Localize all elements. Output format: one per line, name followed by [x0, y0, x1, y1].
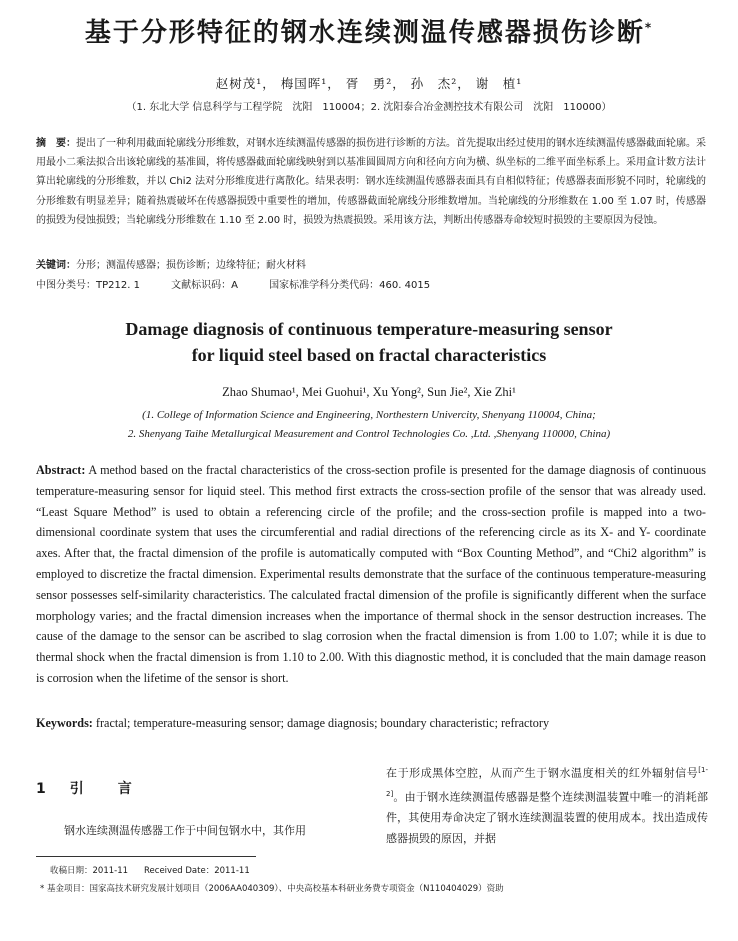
received-date-cn: 收稿日期：2011-11	[50, 866, 129, 876]
english-affiliation-line-2: 2. Shenyang Taihe Metallurgical Measurement and Control Technologies Co. ,Ltd. ,Shenyang 110000, China)	[127, 428, 611, 440]
section-heading	[36, 778, 166, 798]
chinese-keywords	[36, 256, 706, 271]
english-affiliation-line-1: (1. College of Information Science and Engineering, Northestern Univercity, Shenyang 110004, China;	[142, 409, 596, 421]
introduction-left-column: 钢水连续测温传感器工作于中间包钢水中，其作用	[64, 824, 306, 837]
intro-text-part-2: 。由于钢水连续测温传感器是整个连续测温装置中唯一的消耗部件，其使用寿命决定了钢水连续测温装置的使用成本。找出造成传感器损毁的原因，并据	[386, 790, 708, 846]
chinese-abstract-label: 摘 要：	[36, 138, 76, 149]
section-number: 1	[36, 781, 46, 797]
chinese-title-text: 基于分形特征的钢水连续测温传感器损伤诊断	[84, 18, 645, 48]
english-title	[0, 316, 738, 368]
english-keywords-text: fractal; temperature-measuring sensor; damage diagnosis; boundary characteristic; refractory	[92, 716, 550, 730]
english-title-line-1: Damage diagnosis of continuous temperature-measuring sensor	[125, 319, 613, 339]
english-abstract-text: A method based on the fractal characteristics of the cross-section profile is presented for the damage diagnosis of continuous temperature-measuring sensor for liquid steel. This method first extracts the cross-section profile of the sensor that was already used. “Least Square Method” is used to obtain a referencing circle of the profile; and the cross-section profile is mapped into a two-dimensional coordinate system that uses the circumferential and radial directions of the referencing circle as its X- and Y- coordinate axes. After that, the fractal dimension of the profile is automatically computed with “Box Counting Method”, and “Chi2 algorithm” is employed to discretize the fractal dimension. Experimental results demonstrate that the surface of the continuous temperature-measuring sensor possesses self-similarity characteristics. The calculated fractal dimension of the profile is significantly different when the surface morphology varies; and the fractal dimension increases when the importance of thermal shock in the sensor destruction increases. The cause of the damage to the sensor can be ascribed to slag corrosion when the fractal dimension is from 1.00 to 1.07; while it is due to thermal shock when the fractal dimension is from 1.10 to 2.00. With this diagnostic method, it is concluded that the main damage reason is corrosion when the lifetime of the sensor is short.	[36, 463, 706, 685]
english-authors: Zhao Shumao¹, Mei Guohui¹, Xu Yong², Sun Jie², Xie Zhi¹	[222, 385, 516, 399]
title-footnote-mark: *	[644, 20, 654, 35]
chinese-authors: 赵树茂¹， 梅国晖¹， 胥 勇²， 孙 杰²， 谢 植¹	[215, 76, 523, 91]
fund-footnote: * 基金项目：国家高技术研究发展计划项目（2006AA040309）、中央高校基本科研业务费专项资金（N110404029）资助	[40, 884, 504, 894]
received-date-en: Received Date：2011-11	[144, 866, 250, 876]
subject-code: 国家标准学科分类代码：460. 4015	[269, 280, 431, 291]
introduction-right-column	[386, 760, 708, 849]
chinese-abstract-text: 提出了一种利用截面轮廓线分形维数，对钢水连续测温传感器的损伤进行诊断的方法。首先提取出经过使用的钢水连续测温传感器截面轮廓。采用最小二乘法拟合出该轮廓线的基准圆，将传感器截面轮廓线映射到以基准圆圆周方向和径向方向为横、纵坐标的二维平面坐标系上。采用盒计数方法计算出轮廓线的分形维数，并以 Chi2 法对分形维度进行离散化。结果表明：钢水连续测温传感器表面具有自相似特征；传感器表面形貌不同时，轮廓线的分形维数有明显差异；随着热震破坏在传感器损毁中重要性的增加，传感器截面轮廓线分形维数增加。当轮廓线的分形维数在 1.00 至 1.07 时，传感器的损毁为侵蚀损毁；当轮廓线分形维数在 1.10 至 2.00 时，损毁为热震损毁。采用该方法，判断出传感器寿命较短时损毁的主要原因为侵蚀。	[36, 138, 706, 226]
footnote-divider	[36, 856, 256, 857]
english-affiliation	[0, 406, 738, 444]
chinese-title	[0, 12, 738, 49]
english-keywords	[36, 716, 706, 731]
chinese-abstract	[36, 134, 706, 230]
document-code: 文献标识码：A	[171, 280, 238, 291]
chinese-affiliation: （1. 东北大学 信息科学与工程学院 沈阳 110004；2. 沈阳泰合冶金测控技术有限公司 沈阳 110000）	[126, 102, 612, 113]
clc-number: 中图分类号：TP212. 1	[36, 280, 140, 291]
english-abstract	[36, 460, 706, 689]
chinese-keywords-label: 关键词：	[36, 260, 76, 271]
section-title: 引言	[69, 781, 166, 797]
citation-ref: [1-2]	[386, 766, 708, 798]
classification-codes	[36, 276, 706, 291]
chinese-keywords-text: 分形；测温传感器；损伤诊断；边缘特征；耐火材料	[76, 260, 306, 271]
received-date	[50, 864, 250, 876]
english-title-line-2: for liquid steel based on fractal characteristics	[191, 345, 547, 365]
intro-text-part-1: 在于形成黑体空腔，从而产生于钢水温度相关的红外辐射信号	[386, 766, 699, 780]
english-keywords-label: Keywords:	[36, 716, 93, 730]
english-abstract-label: Abstract:	[36, 463, 86, 477]
